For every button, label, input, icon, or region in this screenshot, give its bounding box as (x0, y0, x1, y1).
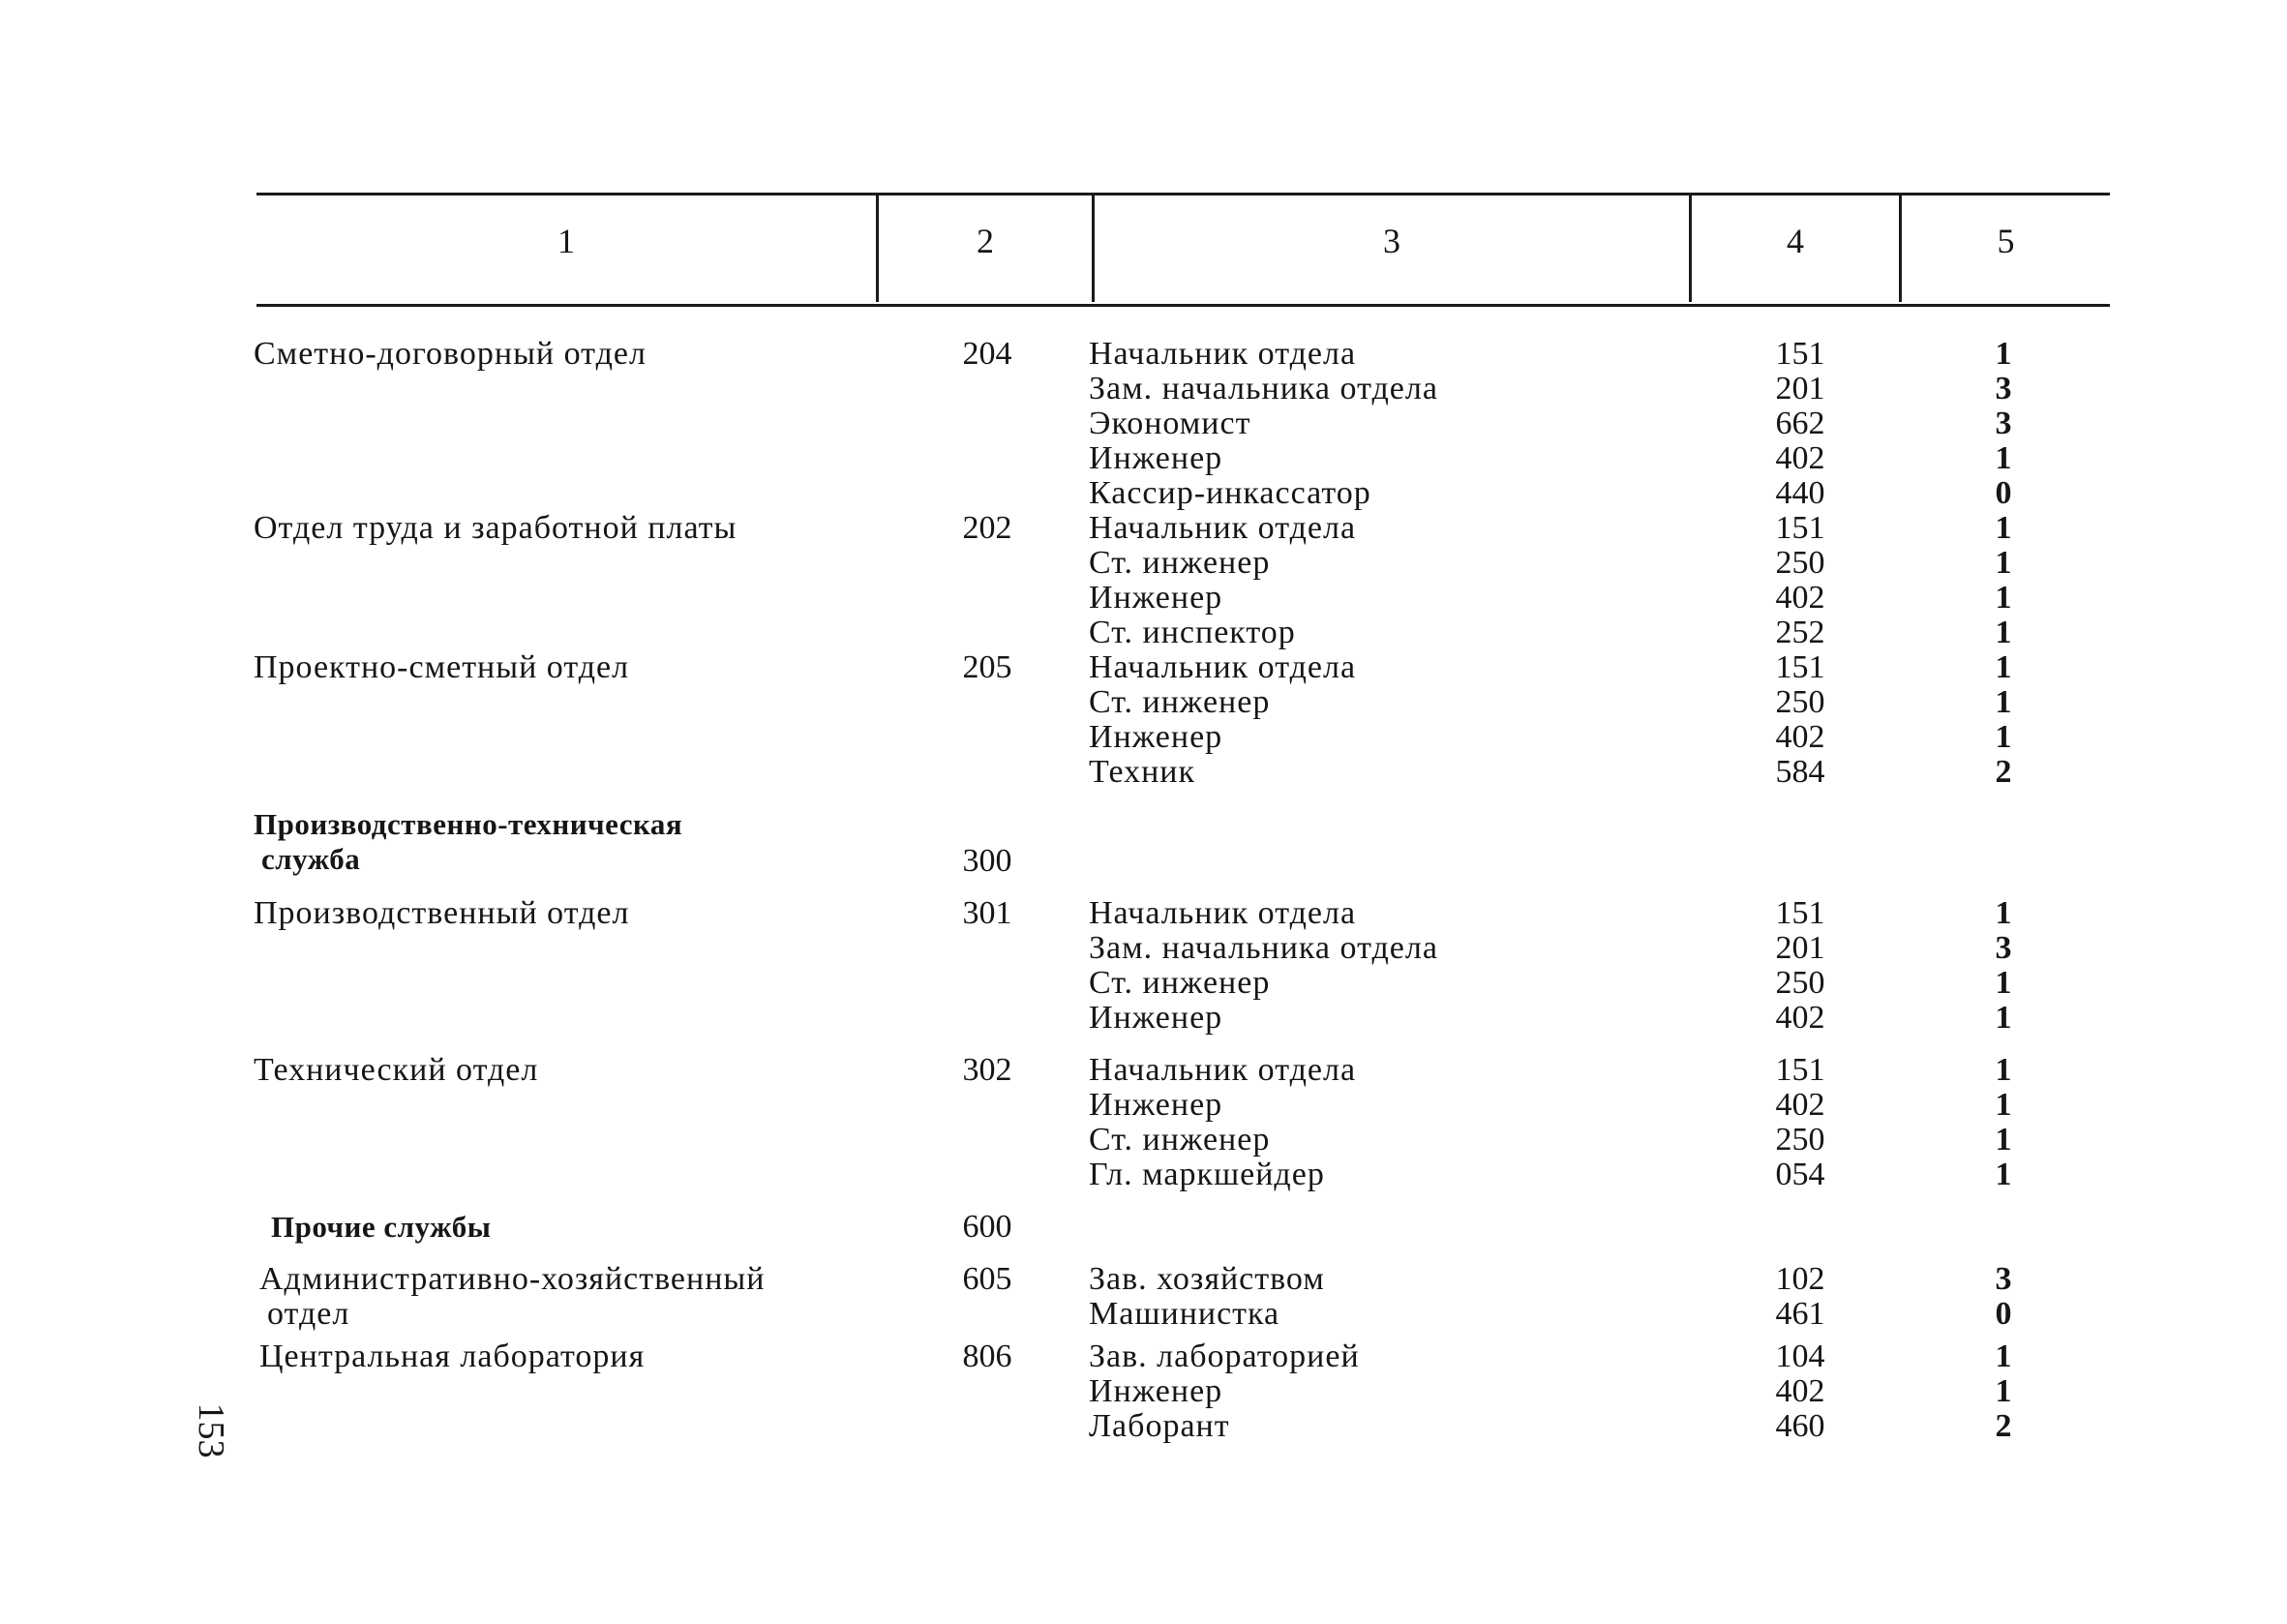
dept-code: 301 (962, 895, 1012, 931)
col4-list (1723, 1053, 1878, 1192)
col5-value: 1 (1995, 1122, 2012, 1158)
position: Зам. начальника отдела (1089, 930, 1438, 966)
dept-name (259, 1262, 879, 1332)
col5-list (1936, 1053, 2071, 1192)
col5-value: 3 (1995, 371, 2012, 406)
position-list (1089, 896, 1631, 1036)
position: Инженер (1089, 1087, 1223, 1123)
col5-value: 1 (1995, 1338, 2012, 1374)
col4-value: 104 (1775, 1338, 1825, 1374)
position: Инженер (1089, 440, 1223, 476)
col4-value: 402 (1775, 719, 1825, 755)
col5-list (1936, 511, 2071, 650)
dept-name: Центральная лаборатория (259, 1338, 646, 1374)
col4-value: 250 (1775, 684, 1825, 720)
position: Ст. инженер (1089, 684, 1271, 720)
col4-value: 402 (1775, 1000, 1825, 1036)
col4-value: 402 (1775, 580, 1825, 616)
position: Лаборант (1089, 1408, 1230, 1444)
col5-list (1936, 337, 2071, 511)
col5-value: 1 (1995, 1087, 2012, 1123)
dept-code: 205 (962, 649, 1012, 685)
dept-code: 302 (962, 1052, 1012, 1088)
col5-value: 3 (1995, 930, 2012, 966)
dept-name: Сметно-договорный отдел (254, 336, 647, 372)
col5-value: 1 (1995, 649, 2012, 685)
position: Кассир-инкассатор (1089, 475, 1371, 511)
position: Инженер (1089, 580, 1223, 616)
position: Гл. маркшейдер (1089, 1157, 1325, 1192)
col5-value: 1 (1995, 965, 2012, 1001)
position: Зав. хозяйством (1089, 1261, 1325, 1297)
page-number: 153 (191, 1402, 231, 1459)
col4-list (1723, 511, 1878, 650)
position-list (1089, 337, 1631, 511)
col5-value: 1 (1995, 615, 2012, 650)
col4-value: 402 (1775, 440, 1825, 476)
col5-value: 1 (1995, 1373, 2012, 1409)
col4-value: 151 (1775, 649, 1825, 685)
col5-value: 2 (1995, 754, 2012, 790)
col4-value: 460 (1775, 1408, 1825, 1444)
position: Начальник отдела (1089, 895, 1357, 931)
section-code: 300 (962, 843, 1012, 879)
col5-value: 1 (1995, 580, 2012, 616)
col4-value: 151 (1775, 336, 1825, 372)
section-heading-line-1: Производственно-техническая (254, 807, 683, 841)
col5-list (1936, 1262, 2071, 1332)
col4-value: 461 (1775, 1296, 1825, 1332)
col4-value: 151 (1775, 510, 1825, 546)
header-col-3: 3 (1383, 222, 1400, 260)
col5-value: 1 (1995, 336, 2012, 372)
col4-value: 584 (1775, 754, 1825, 790)
position: Начальник отдела (1089, 336, 1357, 372)
col4-value: 250 (1775, 1122, 1825, 1158)
header-col-5: 5 (1997, 222, 2015, 260)
dept-name-line-1: Административно-хозяйственный (259, 1261, 766, 1297)
col4-list (1723, 1262, 1878, 1332)
section-heading: Прочие службы (271, 1210, 492, 1244)
position: Машинистка (1089, 1296, 1280, 1332)
col4-value: 151 (1775, 895, 1825, 931)
section-heading (254, 807, 873, 877)
col4-value: 662 (1775, 406, 1825, 441)
col4-list (1723, 337, 1878, 511)
col5-value: 0 (1995, 1296, 2012, 1332)
header-col-2: 2 (977, 222, 994, 260)
col4-value: 440 (1775, 475, 1825, 511)
position: Ст. инспектор (1089, 615, 1296, 650)
dept-name: Производственный отдел (254, 895, 630, 931)
position-list (1089, 1339, 1631, 1444)
col4-value: 250 (1775, 965, 1825, 1001)
position: Начальник отдела (1089, 1052, 1357, 1088)
position-list (1089, 650, 1631, 790)
col5-value: 1 (1995, 1157, 2012, 1192)
dept-name: Отдел труда и заработной платы (254, 510, 737, 546)
col4-value: 201 (1775, 371, 1825, 406)
position: Инженер (1089, 1000, 1223, 1036)
col5-list (1936, 1339, 2071, 1444)
position: Начальник отдела (1089, 649, 1357, 685)
col5-list (1936, 896, 2071, 1036)
header-top-rule (256, 193, 2110, 195)
section-heading-line-2: служба (261, 842, 361, 876)
col4-list (1723, 1339, 1878, 1444)
header-col-4: 4 (1787, 222, 1804, 260)
col4-list (1723, 650, 1878, 790)
position: Техник (1089, 754, 1196, 790)
position-list (1089, 1262, 1631, 1332)
dept-name: Технический отдел (254, 1052, 539, 1088)
dept-name: Проектно-сметный отдел (254, 649, 630, 685)
dept-code: 204 (962, 336, 1012, 372)
dept-code: 605 (962, 1261, 1012, 1297)
col5-value: 1 (1995, 1052, 2012, 1088)
col5-value: 1 (1995, 440, 2012, 476)
position: Инженер (1089, 1373, 1223, 1409)
dept-name-line-2: отдел (267, 1296, 350, 1332)
dept-code: 202 (962, 510, 1012, 546)
col4-value: 054 (1775, 1157, 1825, 1192)
col4-value: 151 (1775, 1052, 1825, 1088)
position: Зав. лабораторией (1089, 1338, 1360, 1374)
position: Ст. инженер (1089, 545, 1271, 581)
col5-list (1936, 650, 2071, 790)
position: Экономист (1089, 406, 1251, 441)
col5-value: 1 (1995, 719, 2012, 755)
position-list (1089, 1053, 1631, 1192)
col5-value: 1 (1995, 545, 2012, 581)
position: Ст. инженер (1089, 965, 1271, 1001)
col4-value: 250 (1775, 545, 1825, 581)
position-list (1089, 511, 1631, 650)
position: Начальник отдела (1089, 510, 1357, 546)
col4-value: 402 (1775, 1087, 1825, 1123)
position: Ст. инженер (1089, 1122, 1271, 1158)
position: Инженер (1089, 719, 1223, 755)
col4-value: 402 (1775, 1373, 1825, 1409)
dept-code: 806 (962, 1338, 1012, 1374)
header-bottom-rule (256, 304, 2110, 307)
col5-value: 3 (1995, 406, 2012, 441)
col4-value: 252 (1775, 615, 1825, 650)
col5-value: 1 (1995, 684, 2012, 720)
col5-value: 3 (1995, 1261, 2012, 1297)
col5-value: 1 (1995, 510, 2012, 546)
section-code: 600 (962, 1209, 1012, 1245)
position: Зам. начальника отдела (1089, 371, 1438, 406)
header-col-1: 1 (557, 222, 575, 260)
col5-value: 1 (1995, 1000, 2012, 1036)
col4-value: 201 (1775, 930, 1825, 966)
col4-list (1723, 896, 1878, 1036)
col5-value: 2 (1995, 1408, 2012, 1444)
col4-value: 102 (1775, 1261, 1825, 1297)
col5-value: 0 (1995, 475, 2012, 511)
col5-value: 1 (1995, 895, 2012, 931)
